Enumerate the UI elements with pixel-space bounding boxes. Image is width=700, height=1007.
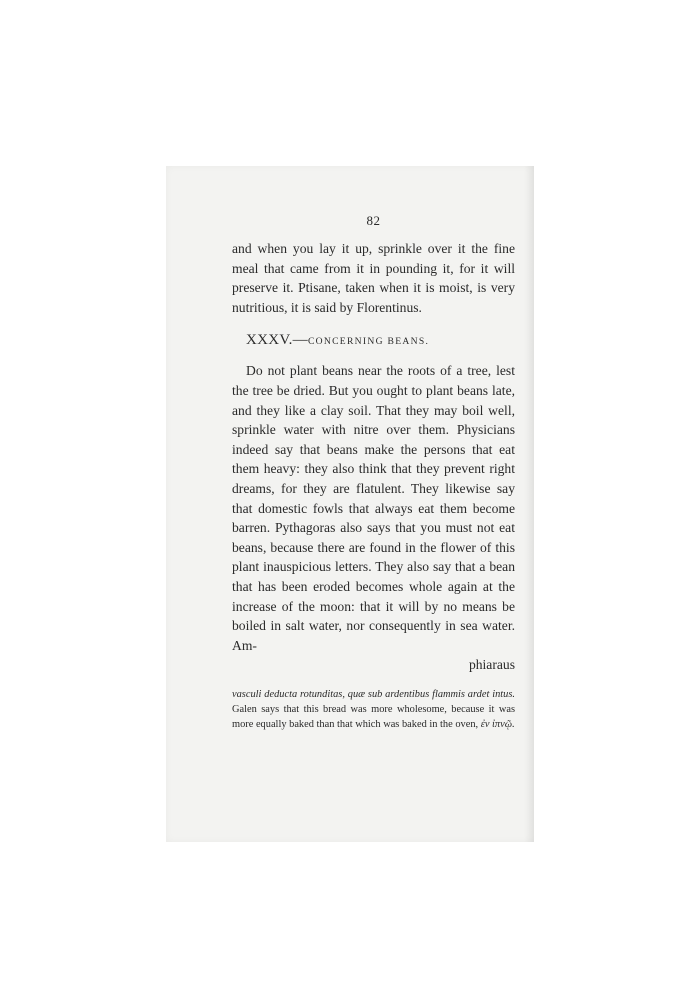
footnote — [232, 687, 515, 732]
footnote-greek: ἐν ἰπνῷ. — [480, 718, 515, 730]
section-title: CONCERNING BEANS. — [307, 336, 430, 348]
section-number: XXXV.— — [246, 332, 308, 349]
page-edge-shadow — [524, 166, 534, 842]
paragraph-2: Do not plant beans near the roots of a tree, lest the tree be dried. But you ought to plant beans late, and they like a clay soil. That they may boil well, sprinkle water with nitre over them. Physicians indeed say that beans make the persons that eat them heavy: they also think that they prevent right dreams, for they are flatulent. They likewise say that domestic fowls that always eat them become barren. Pythagoras also says that you must not eat beans, because there are found in the flower of this plant inauspicious letters. They also say that a bean that has been eroded becomes whole again at the increase of the moon: that it will by no means be boiled in salt water, nor consequently in sea water. Am- — [232, 363, 515, 653]
footnote-text: Galen says that this bread was more wholesome, because it was more equally baked than that which was baked in the oven, — [232, 703, 515, 730]
section-heading — [232, 331, 515, 351]
page-number: 82 — [366, 213, 381, 228]
catchword: phiaraus — [468, 657, 515, 673]
footnote-latin-quote: vasculi deducta rotunditas, quæ sub ardentibus flammis ardet intus. — [232, 688, 515, 700]
book-page — [166, 166, 534, 842]
body-text — [232, 239, 515, 675]
paragraph-1: and when you lay it up, sprinkle over it the fine meal that came from it in pounding it, for it will preserve it. Ptisane, taken when it is moist, is very nutritious, it is said by Florentinus. — [232, 241, 515, 315]
page-text-block — [232, 213, 515, 732]
